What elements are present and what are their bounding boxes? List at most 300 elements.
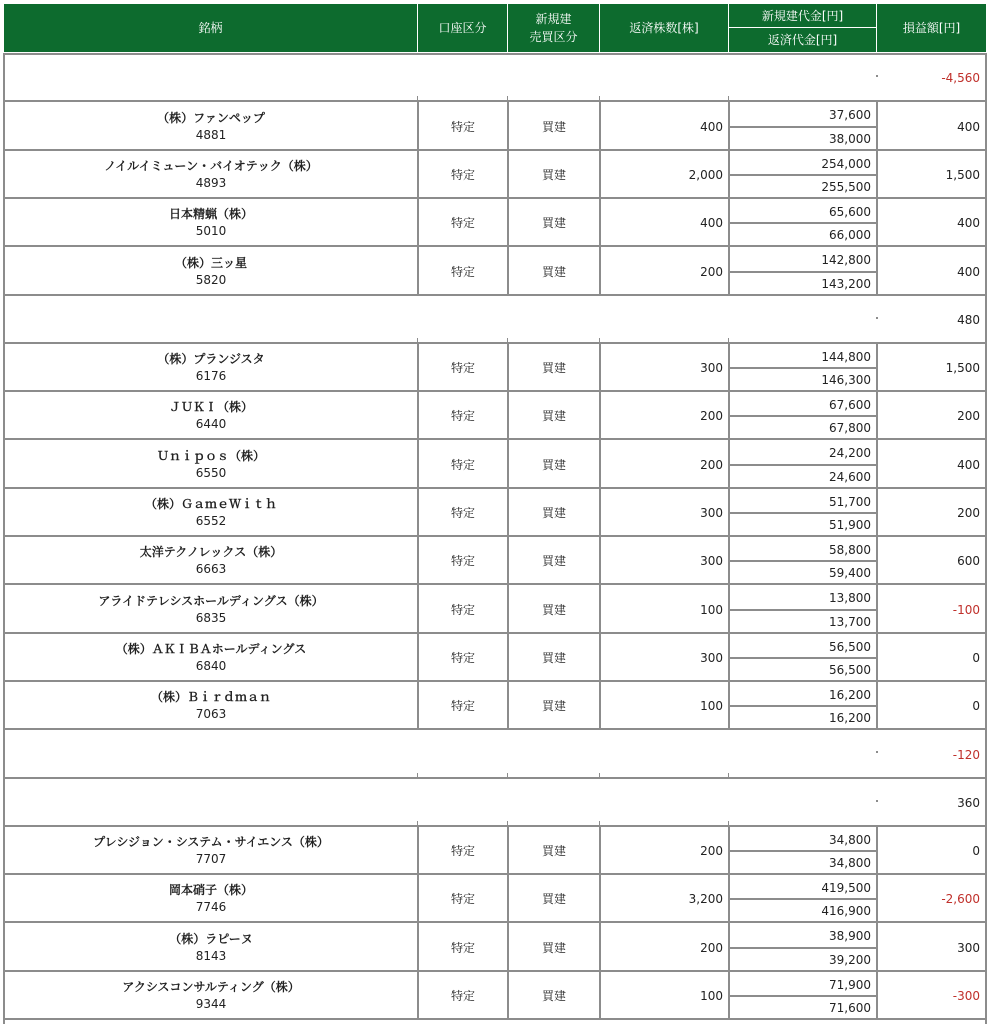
shares-value: 200 (700, 264, 723, 279)
stock-cell (4, 683, 418, 729)
account-cell (418, 152, 508, 198)
column-divider (417, 246, 419, 295)
row-divider (4, 921, 986, 923)
account-cell (418, 103, 508, 150)
subtotal-pnl-cell (877, 297, 986, 343)
close-amount-value: 24,600 (829, 469, 871, 484)
header-trade-type (508, 4, 600, 53)
close-amount-cell (729, 610, 877, 633)
account-value: 特定 (450, 168, 475, 182)
trade-type-cell (508, 683, 600, 729)
pnl-value: 0 (972, 699, 980, 713)
stock-code: 6663 (195, 562, 227, 576)
row-divider (4, 390, 986, 392)
shares-value: 300 (700, 361, 723, 375)
open-amount-value: 142,800 (821, 253, 871, 267)
shares-cell (600, 828, 729, 874)
stock-name: （株）ラピーヌ (169, 931, 253, 946)
stock-name: Ｕｎｉｐｏｓ（株） (156, 448, 265, 463)
subtotal-pnl-cell (877, 55, 986, 101)
close-amount-value: 51,900 (829, 517, 871, 532)
trade-type-value: 買建 (541, 216, 566, 230)
open-amount-cell (729, 924, 877, 948)
trade-type-cell (508, 924, 600, 971)
header-trade-type-line2: 売買区分 (529, 30, 578, 44)
stock-name: 太洋テクノレックス（株） (139, 545, 283, 559)
shares-cell (600, 635, 729, 681)
column-divider (728, 826, 730, 874)
pnl-value: 1,500 (945, 168, 980, 182)
row-divider (4, 632, 986, 634)
close-amount-cell (729, 513, 877, 536)
stock-name: （株）ＧａｍｅＷｉｔｈ (144, 497, 277, 511)
trade-type-cell (508, 876, 600, 922)
column-divider (507, 826, 509, 874)
trade-type-cell (508, 103, 600, 150)
trade-type-value: 買建 (541, 699, 566, 713)
close-amount-cell (729, 948, 877, 971)
row-divider (4, 197, 986, 199)
close-amount-cell (729, 416, 877, 439)
column-divider (507, 246, 509, 295)
row-divider (4, 680, 986, 682)
close-amount-cell (729, 272, 877, 295)
trade-type-value: 買建 (541, 940, 566, 955)
close-amount-value: 66,000 (829, 227, 871, 242)
pnl-cell (877, 490, 986, 536)
shares-value: 2,000 (688, 168, 723, 182)
account-value: 特定 (450, 457, 475, 472)
shares-value: 400 (700, 119, 723, 134)
column-divider (417, 198, 419, 246)
close-amount-value: 146,300 (821, 372, 871, 387)
amount-divider (729, 222, 877, 224)
column-divider (876, 800, 878, 802)
stock-name: （株）Ｂｉｒｄｍａｎ (150, 690, 271, 704)
account-value: 特定 (450, 216, 475, 230)
column-divider (876, 584, 878, 633)
column-divider (876, 922, 878, 971)
close-amount-cell (729, 175, 877, 198)
column-divider (507, 874, 509, 922)
column-divider (728, 633, 730, 681)
column-divider (728, 681, 730, 729)
stock-cell (4, 248, 418, 295)
stock-code: 6176 (195, 369, 227, 383)
close-amount-cell (729, 706, 877, 729)
column-divider (507, 681, 509, 729)
open-amount-cell (729, 103, 877, 127)
column-divider (417, 150, 419, 198)
stock-name: （株）プランジスタ (157, 352, 265, 366)
column-divider (599, 874, 601, 922)
row-divider (4, 970, 986, 972)
account-cell (418, 248, 508, 295)
shares-value: 400 (700, 216, 723, 230)
column-divider (876, 246, 878, 295)
trade-type-value: 買建 (541, 651, 566, 665)
shares-cell (600, 490, 729, 536)
open-amount-value: 56,500 (829, 639, 871, 654)
trade-type-value: 買建 (541, 506, 566, 520)
column-divider (417, 101, 419, 150)
stock-name: （株）三ッ星 (174, 255, 247, 270)
close-amount-value: 16,200 (829, 710, 871, 725)
table-border-right (985, 53, 987, 1024)
column-divider (599, 101, 601, 150)
account-value: 特定 (450, 264, 475, 279)
amount-divider (729, 415, 877, 417)
open-amount-cell (729, 152, 877, 175)
row-divider (4, 825, 986, 827)
stock-code: 6840 (195, 659, 227, 673)
shares-cell (600, 876, 729, 922)
trade-type-value: 買建 (541, 361, 566, 375)
subtotal-pnl-value: 360 (957, 796, 980, 810)
stock-cell (4, 635, 418, 681)
shares-cell (600, 103, 729, 150)
stock-cell (4, 973, 418, 1019)
pnl-cell (877, 586, 986, 633)
pnl-cell (877, 152, 986, 198)
close-amount-cell (729, 223, 877, 246)
shares-value: 200 (700, 457, 723, 472)
amount-divider (729, 705, 877, 707)
column-divider (728, 343, 730, 391)
shares-cell (600, 200, 729, 246)
shares-cell (600, 248, 729, 295)
trade-type-value: 買建 (541, 844, 566, 858)
stock-cell (4, 586, 418, 633)
trade-type-cell (508, 586, 600, 633)
subtotal-pnl-cell (877, 731, 986, 778)
column-divider (599, 536, 601, 584)
account-value: 特定 (450, 119, 475, 134)
stock-code: 6835 (195, 610, 227, 625)
stock-code: 8143 (195, 948, 227, 963)
account-cell (418, 973, 508, 1019)
shares-value: 300 (700, 554, 723, 568)
row-divider (4, 487, 986, 489)
shares-cell (600, 393, 729, 439)
column-divider (599, 343, 601, 391)
close-amount-cell (729, 658, 877, 681)
column-divider (728, 971, 730, 1019)
column-divider (507, 584, 509, 633)
account-value: 特定 (450, 651, 475, 665)
account-cell (418, 828, 508, 874)
stock-name: アライドテレシスホールディングス（株） (98, 593, 324, 608)
open-amount-value: 51,700 (829, 494, 871, 509)
account-value: 特定 (450, 602, 475, 617)
pnl-value: -100 (952, 602, 980, 617)
account-cell (418, 200, 508, 246)
header-close-amount-label: 返済代金[円] (767, 33, 838, 47)
account-value: 特定 (450, 699, 475, 713)
column-divider (728, 536, 730, 584)
row-divider (4, 1018, 986, 1020)
close-amount-value: 59,400 (829, 565, 871, 580)
open-amount-value: 71,900 (829, 977, 871, 992)
trade-type-cell (508, 973, 600, 1019)
column-divider (507, 633, 509, 681)
column-divider (507, 343, 509, 391)
row-divider (4, 728, 986, 730)
stock-cell (4, 200, 418, 246)
row-divider (4, 100, 986, 102)
trade-type-value: 買建 (541, 457, 566, 472)
amount-divider (729, 512, 877, 514)
column-divider (728, 101, 730, 150)
stock-cell (4, 538, 418, 584)
column-divider (728, 246, 730, 295)
amount-divider (729, 947, 877, 949)
shares-value: 3,200 (688, 892, 723, 906)
header-pnl-label: 損益額[円] (902, 21, 961, 35)
column-divider (599, 246, 601, 295)
column-divider (728, 198, 730, 246)
column-divider (599, 439, 601, 488)
account-value: 特定 (450, 989, 475, 1003)
open-amount-cell (729, 683, 877, 706)
column-divider (507, 922, 509, 971)
trade-type-value: 買建 (541, 892, 566, 906)
open-amount-value: 24,200 (829, 446, 871, 460)
amount-divider (729, 271, 877, 273)
open-amount-value: 254,000 (821, 156, 871, 171)
column-divider (417, 584, 419, 633)
column-divider (728, 922, 730, 971)
row-divider (4, 294, 986, 296)
trade-type-value: 買建 (541, 602, 566, 617)
shares-cell (600, 683, 729, 729)
column-divider (876, 391, 878, 439)
pnl-value: 0 (972, 844, 980, 858)
subtotal-pnl-cell (877, 780, 986, 826)
shares-value: 200 (700, 409, 723, 423)
column-divider (599, 681, 601, 729)
open-amount-value: 38,900 (829, 929, 871, 943)
shares-cell (600, 586, 729, 633)
column-divider (876, 439, 878, 488)
stock-code: 6440 (195, 417, 227, 431)
stock-name: （株）ファンペップ (157, 110, 265, 125)
close-amount-cell (729, 368, 877, 391)
account-value: 特定 (450, 361, 475, 375)
header-stock (4, 4, 418, 53)
column-divider (728, 439, 730, 488)
close-amount-value: 67,800 (829, 420, 871, 435)
trade-type-cell (508, 490, 600, 536)
account-cell (418, 538, 508, 584)
trade-type-cell (508, 441, 600, 488)
amount-divider (729, 850, 877, 852)
trade-type-cell (508, 828, 600, 874)
column-divider (728, 150, 730, 198)
column-divider (599, 633, 601, 681)
open-amount-cell (729, 441, 877, 465)
column-divider (876, 971, 878, 1019)
shares-cell (600, 973, 729, 1019)
open-amount-value: 67,600 (829, 397, 871, 412)
amount-divider (729, 367, 877, 369)
header-trade-type-line1: 新規建 (535, 12, 572, 26)
open-amount-cell (729, 345, 877, 368)
column-divider (876, 874, 878, 922)
stock-name: （株）ＡＫＩＢＡホールディングス (115, 642, 307, 656)
stock-name: 岡本硝子（株） (168, 883, 253, 897)
column-divider (417, 488, 419, 536)
column-divider (417, 681, 419, 729)
open-amount-value: 16,200 (829, 687, 871, 702)
column-divider (599, 488, 601, 536)
account-value: 特定 (450, 506, 475, 520)
close-amount-value: 71,600 (829, 1000, 871, 1015)
trade-type-value: 買建 (541, 554, 566, 568)
header-account-label: 口座区分 (438, 21, 487, 35)
open-amount-value: 419,500 (821, 880, 871, 895)
account-cell (418, 393, 508, 439)
column-divider (876, 826, 878, 874)
trade-type-cell (508, 538, 600, 584)
pnl-value: 200 (957, 506, 980, 520)
amount-divider (729, 560, 877, 562)
row-divider (4, 873, 986, 875)
column-divider (507, 488, 509, 536)
open-amount-cell (729, 490, 877, 513)
stock-cell (4, 828, 418, 874)
column-divider (417, 922, 419, 971)
column-divider (507, 536, 509, 584)
table-border-left (3, 53, 5, 1024)
subtotal-pnl-value: -4,560 (941, 71, 980, 85)
open-amount-cell (729, 635, 877, 658)
open-amount-cell (729, 828, 877, 851)
amount-divider (729, 995, 877, 997)
open-amount-value: 37,600 (829, 108, 871, 122)
column-divider (599, 971, 601, 1019)
open-amount-cell (729, 248, 877, 272)
column-divider (417, 536, 419, 584)
pnl-value: 1,500 (945, 361, 980, 375)
pnl-cell (877, 635, 986, 681)
amount-divider (729, 174, 877, 176)
header-close-amount (729, 28, 877, 53)
shares-value: 200 (700, 844, 723, 858)
column-divider (876, 101, 878, 150)
column-divider (417, 633, 419, 681)
shares-cell (600, 538, 729, 584)
column-divider (876, 536, 878, 584)
pnl-value: -2,600 (941, 892, 980, 906)
pnl-cell (877, 538, 986, 584)
subtotal-pnl-value: 480 (957, 313, 980, 327)
amount-divider (729, 126, 877, 128)
close-amount-cell (729, 465, 877, 488)
column-divider (507, 439, 509, 488)
column-divider (728, 584, 730, 633)
close-amount-value: 39,200 (829, 952, 871, 967)
amount-divider (729, 609, 877, 611)
account-cell (418, 683, 508, 729)
pnl-cell (877, 103, 986, 150)
header-pnl (877, 4, 986, 53)
row-divider (4, 777, 986, 779)
column-divider (417, 971, 419, 1019)
shares-cell (600, 345, 729, 391)
row-divider (4, 438, 986, 440)
column-divider (417, 343, 419, 391)
row-divider (4, 149, 986, 151)
shares-value: 300 (700, 651, 723, 665)
column-divider (876, 198, 878, 246)
column-divider (507, 101, 509, 150)
trade-type-cell (508, 635, 600, 681)
trade-type-value: 買建 (541, 409, 566, 423)
pnl-value: 400 (957, 264, 980, 279)
stock-code: 5820 (195, 272, 227, 287)
stock-code: 5010 (195, 224, 227, 238)
pnl-cell (877, 828, 986, 874)
close-amount-value: 255,500 (821, 179, 871, 194)
shares-value: 100 (700, 989, 723, 1003)
row-divider (4, 245, 986, 247)
column-divider (876, 751, 878, 753)
subtotal-pnl-value: -120 (952, 747, 980, 762)
stock-name: ノイルイミューン・バイオテック（株） (104, 159, 318, 173)
stock-code: 7707 (195, 852, 227, 866)
pnl-cell (877, 924, 986, 971)
trade-type-value: 買建 (541, 989, 566, 1003)
trade-type-cell (508, 200, 600, 246)
account-cell (418, 876, 508, 922)
open-amount-value: 58,800 (829, 542, 871, 557)
column-divider (599, 584, 601, 633)
shares-cell (600, 924, 729, 971)
open-amount-cell (729, 586, 877, 610)
close-amount-value: 416,900 (821, 903, 871, 918)
close-amount-value: 56,500 (829, 662, 871, 677)
amount-divider (729, 898, 877, 900)
account-value: 特定 (450, 892, 475, 906)
column-divider (728, 391, 730, 439)
column-divider (507, 198, 509, 246)
table-border-top (4, 53, 986, 55)
account-cell (418, 345, 508, 391)
account-cell (418, 924, 508, 971)
stock-name: プレシジョン・システム・サイエンス（株） (93, 835, 329, 849)
column-divider (417, 391, 419, 439)
pnl-cell (877, 248, 986, 295)
column-divider (876, 150, 878, 198)
column-divider (599, 826, 601, 874)
header-shares (600, 4, 729, 53)
column-divider (599, 391, 601, 439)
stock-cell (4, 345, 418, 391)
stock-cell (4, 441, 418, 488)
stock-code: 9344 (195, 997, 227, 1011)
close-amount-cell (729, 127, 877, 150)
trade-type-cell (508, 345, 600, 391)
close-amount-value: 38,000 (829, 131, 871, 146)
shares-value: 300 (700, 506, 723, 520)
pnl-cell (877, 876, 986, 922)
amount-divider (729, 657, 877, 659)
stock-name: ＪＵＫＩ（株） (168, 400, 253, 414)
open-amount-value: 65,600 (829, 204, 871, 219)
close-amount-value: 13,700 (829, 614, 871, 629)
header-open-amount (729, 4, 877, 28)
